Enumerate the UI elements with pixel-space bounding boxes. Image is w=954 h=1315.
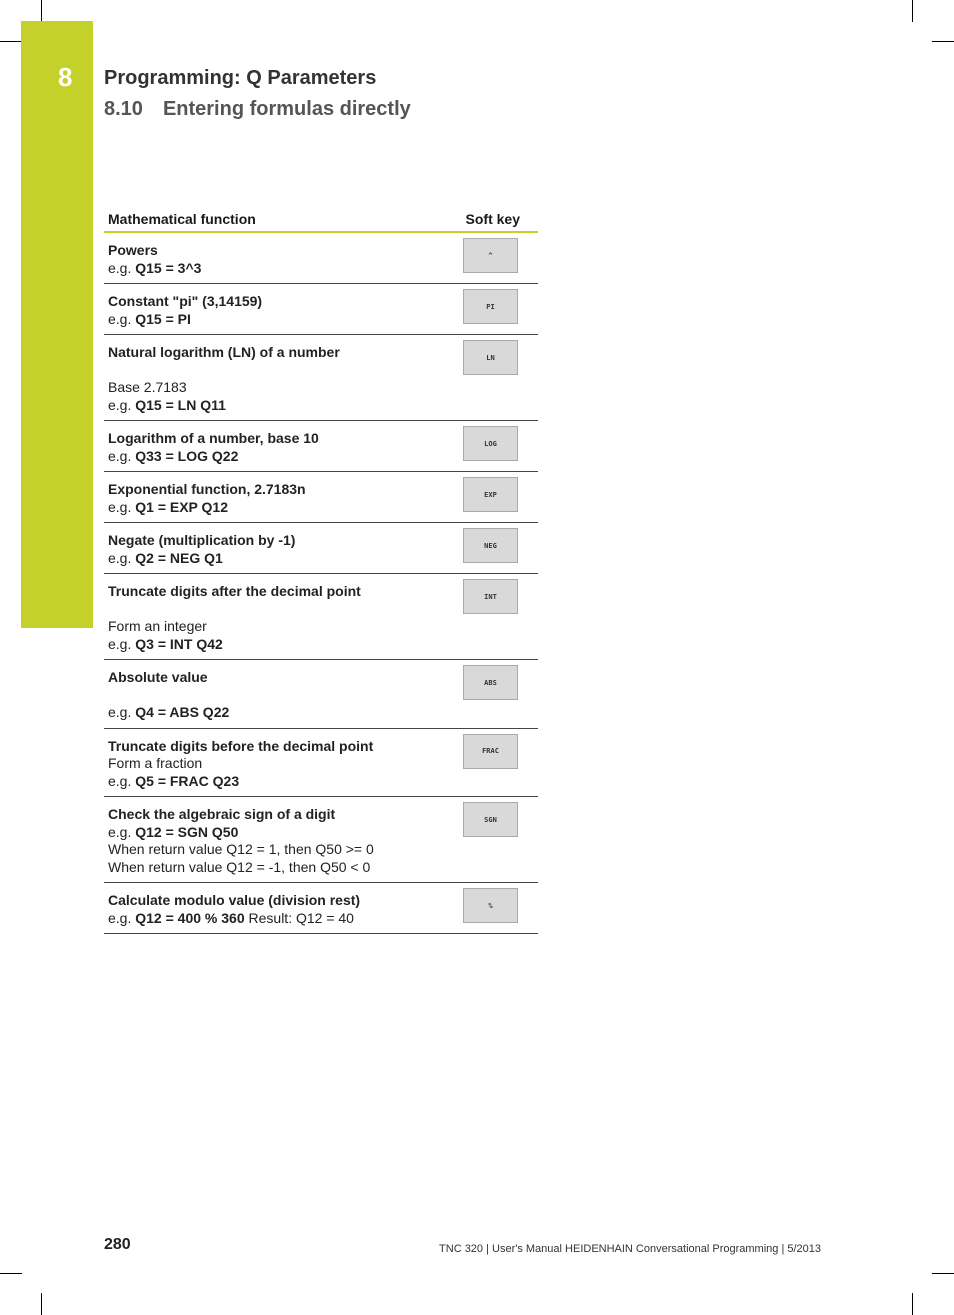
crop-mark (41, 1293, 42, 1315)
footer-text: TNC 320 | User's Manual HEIDENHAIN Conversational Programming | 5/2013 (439, 1243, 821, 1255)
softkey-button[interactable]: LN (463, 340, 518, 375)
example-prefix: e.g. (108, 823, 136, 840)
softkey-cell (463, 523, 538, 573)
example-prefix: e.g. (108, 396, 136, 413)
column-header-function: Mathematical function (108, 211, 256, 227)
example-prefix: e.g. (108, 704, 136, 720)
softkey-cell (463, 233, 538, 283)
function-title: Logarithm of a number, base 10 (108, 430, 319, 446)
crop-mark (0, 41, 22, 42)
example-code: Q15 = 3^3 (135, 259, 202, 276)
table-row (104, 335, 538, 421)
example-prefix: e.g. (108, 447, 136, 464)
section-title-text: Entering formulas directly (162, 98, 411, 120)
example-code: Q12 = 400 % 360 (135, 909, 245, 926)
crop-mark (912, 1293, 913, 1315)
crop-mark (932, 41, 954, 42)
function-title: Powers (108, 242, 158, 258)
function-description (104, 335, 344, 420)
section-title (104, 98, 411, 121)
function-table (104, 207, 538, 934)
softkey-cell (463, 472, 538, 522)
function-example (108, 311, 262, 329)
function-example (108, 397, 340, 415)
example-code: Q12 = SGN Q50 (135, 823, 239, 840)
function-example (108, 773, 373, 791)
function-note: Form a fraction (108, 755, 203, 771)
function-example (108, 824, 374, 842)
table-row (104, 797, 538, 883)
function-note: When return value Q12 = 1, then Q50 >= 0 (108, 841, 374, 857)
page-number: 280 (104, 1236, 131, 1253)
function-example (108, 704, 229, 722)
table-row (104, 421, 538, 472)
function-note: When return value Q12 = -1, then Q50 < 0 (108, 858, 371, 875)
function-title: Truncate digits after the decimal point (108, 583, 361, 599)
chapter-side-band (21, 21, 93, 628)
function-note: Base 2.7183 (108, 379, 187, 395)
function-description (104, 883, 364, 933)
example-prefix: e.g. (108, 310, 136, 327)
example-code: Q15 = LN Q11 (135, 396, 226, 413)
function-title: Natural logarithm (LN) of a number (108, 344, 340, 360)
example-code: Q1 = EXP Q12 (135, 498, 228, 515)
chapter-number: 8 (58, 62, 73, 92)
example-prefix: e.g. (108, 259, 136, 276)
table-row (104, 284, 538, 335)
table-row (104, 660, 538, 729)
function-description (104, 574, 365, 659)
function-title: Absolute value (108, 669, 208, 685)
example-code: Q2 = NEG Q1 (135, 549, 223, 566)
softkey-cell (463, 421, 538, 471)
function-title: Constant "pi" (3,14159) (108, 293, 263, 309)
function-example (108, 550, 295, 568)
softkey-cell (463, 797, 538, 882)
table-row (104, 574, 538, 660)
softkey-button[interactable]: FRAC (463, 734, 518, 769)
function-example (108, 448, 319, 466)
function-description (104, 284, 266, 334)
function-example (108, 636, 361, 654)
example-suffix: Result: Q12 = 40 (244, 909, 354, 926)
softkey-cell (463, 729, 538, 797)
example-code: Q15 = PI (135, 310, 191, 327)
crop-mark (41, 0, 42, 22)
example-prefix: e.g. (108, 909, 136, 926)
function-description (104, 233, 205, 283)
softkey-button[interactable]: % (463, 888, 518, 923)
table-row (104, 233, 538, 284)
table-row (104, 883, 538, 934)
table-row (104, 472, 538, 523)
function-title: Exponential function, 2.7183n (108, 481, 306, 497)
function-example (108, 910, 360, 928)
function-description (104, 729, 377, 797)
softkey-cell (463, 335, 538, 420)
blank-line (108, 687, 229, 705)
softkey-cell (463, 660, 538, 728)
function-example (108, 260, 201, 278)
example-code: Q3 = INT Q42 (135, 635, 223, 652)
example-prefix: e.g. (108, 549, 136, 566)
crop-mark (912, 0, 913, 22)
table-header (104, 207, 538, 233)
section-number: 8.10 (104, 98, 143, 120)
blank-line (108, 601, 361, 619)
example-prefix: e.g. (108, 772, 136, 789)
softkey-button[interactable]: ABS (463, 665, 518, 700)
function-description (104, 472, 310, 522)
function-example (108, 499, 306, 517)
function-description (104, 421, 323, 471)
function-title: Negate (multiplication by -1) (108, 532, 296, 548)
function-description (104, 660, 233, 728)
chapter-title: Programming: Q Parameters (104, 67, 377, 89)
crop-mark (0, 1273, 22, 1274)
softkey-button[interactable]: NEG (463, 528, 518, 563)
softkey-cell (463, 883, 538, 933)
function-title: Check the algebraic sign of a digit (108, 806, 336, 822)
table-row (104, 523, 538, 574)
function-title: Truncate digits before the decimal point (108, 737, 374, 754)
softkey-button[interactable]: EXP (463, 477, 518, 512)
softkey-button[interactable]: LOG (463, 426, 518, 461)
blank-line (108, 362, 340, 380)
table-body (104, 233, 538, 934)
example-code: Q5 = FRAC Q23 (135, 772, 240, 789)
function-title: Calculate modulo value (division rest) (108, 892, 361, 908)
softkey-cell (463, 284, 538, 334)
function-description (104, 523, 299, 573)
example-prefix: e.g. (108, 498, 136, 515)
softkey-button[interactable]: SGN (463, 802, 518, 837)
softkey-button[interactable]: ^ (463, 238, 518, 273)
example-code: Q4 = ABS Q22 (135, 704, 230, 720)
function-note: Form an integer (108, 618, 207, 634)
table-row (104, 729, 538, 798)
softkey-cell (463, 574, 538, 659)
softkey-button[interactable]: PI (463, 289, 518, 324)
example-code: Q33 = LOG Q22 (135, 447, 239, 464)
crop-mark (932, 1273, 954, 1274)
example-prefix: e.g. (108, 635, 136, 652)
function-description (104, 797, 378, 882)
softkey-button[interactable]: INT (463, 579, 518, 614)
column-header-softkey: Soft key (465, 211, 520, 227)
